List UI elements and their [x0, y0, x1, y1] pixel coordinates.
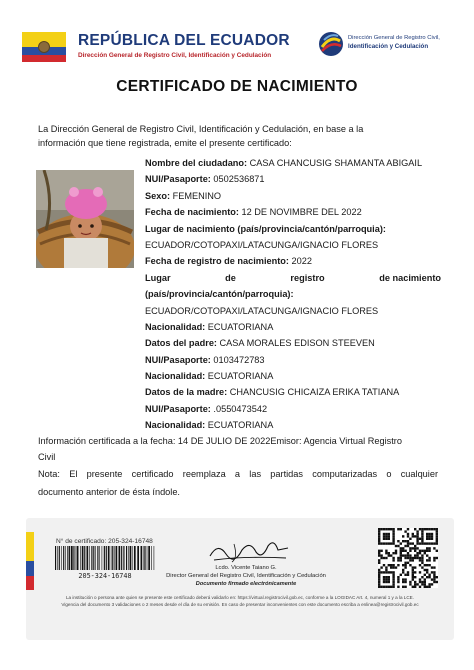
- document-title: CERTIFICADO DE NACIMIENTO: [116, 78, 358, 95]
- government-subtitle: Dirección General de Registro Civil, Identificación y Cedulación: [78, 52, 272, 59]
- field-sex: Sexo: FEMENINO: [145, 190, 222, 201]
- field-mother: Datos de la madre: CHANCUSIG CHICAIZA ERIKA TATIANA: [145, 387, 400, 398]
- flag-strip-icon: [26, 532, 34, 590]
- field-registration-place-value: ECUADOR/COTOPAXI/LATACUNGA/IGNACIO FLORES: [145, 305, 379, 316]
- certificate-note: Nota: El presente certificado reemplaza a las partidas computarizadas o cualquier documento anterior de ésta índole.: [38, 469, 438, 497]
- barcode-icon: [55, 546, 155, 570]
- certificate-footer: [26, 518, 454, 640]
- field-nui: NUI/Pasaporte: 0502536871: [145, 174, 265, 185]
- field-registration-date: Fecha de registro de nacimiento: 2022: [145, 256, 312, 267]
- field-father-nui: NUI/Pasaporte: 0103472783: [145, 354, 265, 365]
- intro-line2: información que tiene registrada, emite el presente certificado:: [38, 138, 292, 148]
- field-registration-place-label-cont: (país/provincia/cantón/parroquia):: [145, 289, 294, 300]
- agency-name-line1: Dirección General de Registro Civil,: [348, 35, 440, 41]
- registro-civil-logo-icon: [318, 31, 344, 57]
- signature-icon: [204, 536, 294, 566]
- field-mother-nui: NUI/Pasaporte: .0550473542: [145, 403, 268, 414]
- certification-info: Información certificada a la fecha: 14 DE JULIO DE 2022Emisor: Agencia Virtual Registro Civil: [38, 436, 402, 462]
- field-nationality: Nacionalidad: ECUATORIANA: [145, 321, 274, 332]
- field-birth-place-value: ECUADOR/COTOPAXI/LATACUNGA/IGNACIO FLORES: [145, 239, 379, 250]
- signer-name: Lcdo. Vicente Taiano G.: [215, 565, 277, 571]
- field-father-nationality: Nacionalidad: ECUATORIANA: [145, 371, 274, 382]
- intro-line1: La Dirección General de Registro Civil, Identificación y Cedulación, en base a la: [38, 124, 364, 134]
- ecuador-flag-icon: [22, 32, 66, 62]
- qr-code-icon: [378, 528, 438, 588]
- government-title: REPÚBLICA DEL ECUADOR: [78, 32, 290, 49]
- citizen-photo: [36, 170, 134, 268]
- government-header: [22, 30, 290, 64]
- barcode-number: 205-324-16748: [78, 572, 132, 580]
- certificate-fields: [145, 155, 441, 434]
- signed-document-note: Documento firmado electrónicamente: [195, 581, 297, 587]
- agency-logo: [318, 30, 458, 62]
- field-registration-place-label: Lugar de registro de nacimiento: [145, 272, 441, 283]
- field-birth-place-label: Lugar de nacimiento (país/provincia/cantón/parroquia):: [145, 223, 386, 234]
- agency-name-line2: Identificación y Cedulación: [348, 43, 429, 50]
- field-citizen-name: Nombre del ciudadano: CASA CHANCUSIG SHAMANTA ABIGAIL: [145, 158, 423, 168]
- field-father: Datos del padre: CASA MORALES EDISON STEEVEN: [145, 338, 375, 349]
- legal-notice: La institución o persona ante quien se presente este certificado deberá validarlo en: https://virtual.registrocivil.gob.ec, conforme a la LOGIDAC Art. 4, numeral 1 y a la LCE. Vigencia del documento 3 validaciones o 2 meses desde el día de su emisión. En caso de presentar inconvenientes con este documento escriba a enlinea@registrocivil.gob.ec: [61, 595, 419, 607]
- field-birth-date: Fecha de nacimiento: 12 DE NOVIMBRE DEL 2022: [145, 207, 362, 218]
- certificate-number: N° de certificado: 205-324-16748: [56, 538, 153, 545]
- signer-role: Director General del Registro Civil, Identificación y Cedulación: [166, 573, 326, 579]
- field-mother-nationality: Nacionalidad: ECUATORIANA: [145, 420, 274, 431]
